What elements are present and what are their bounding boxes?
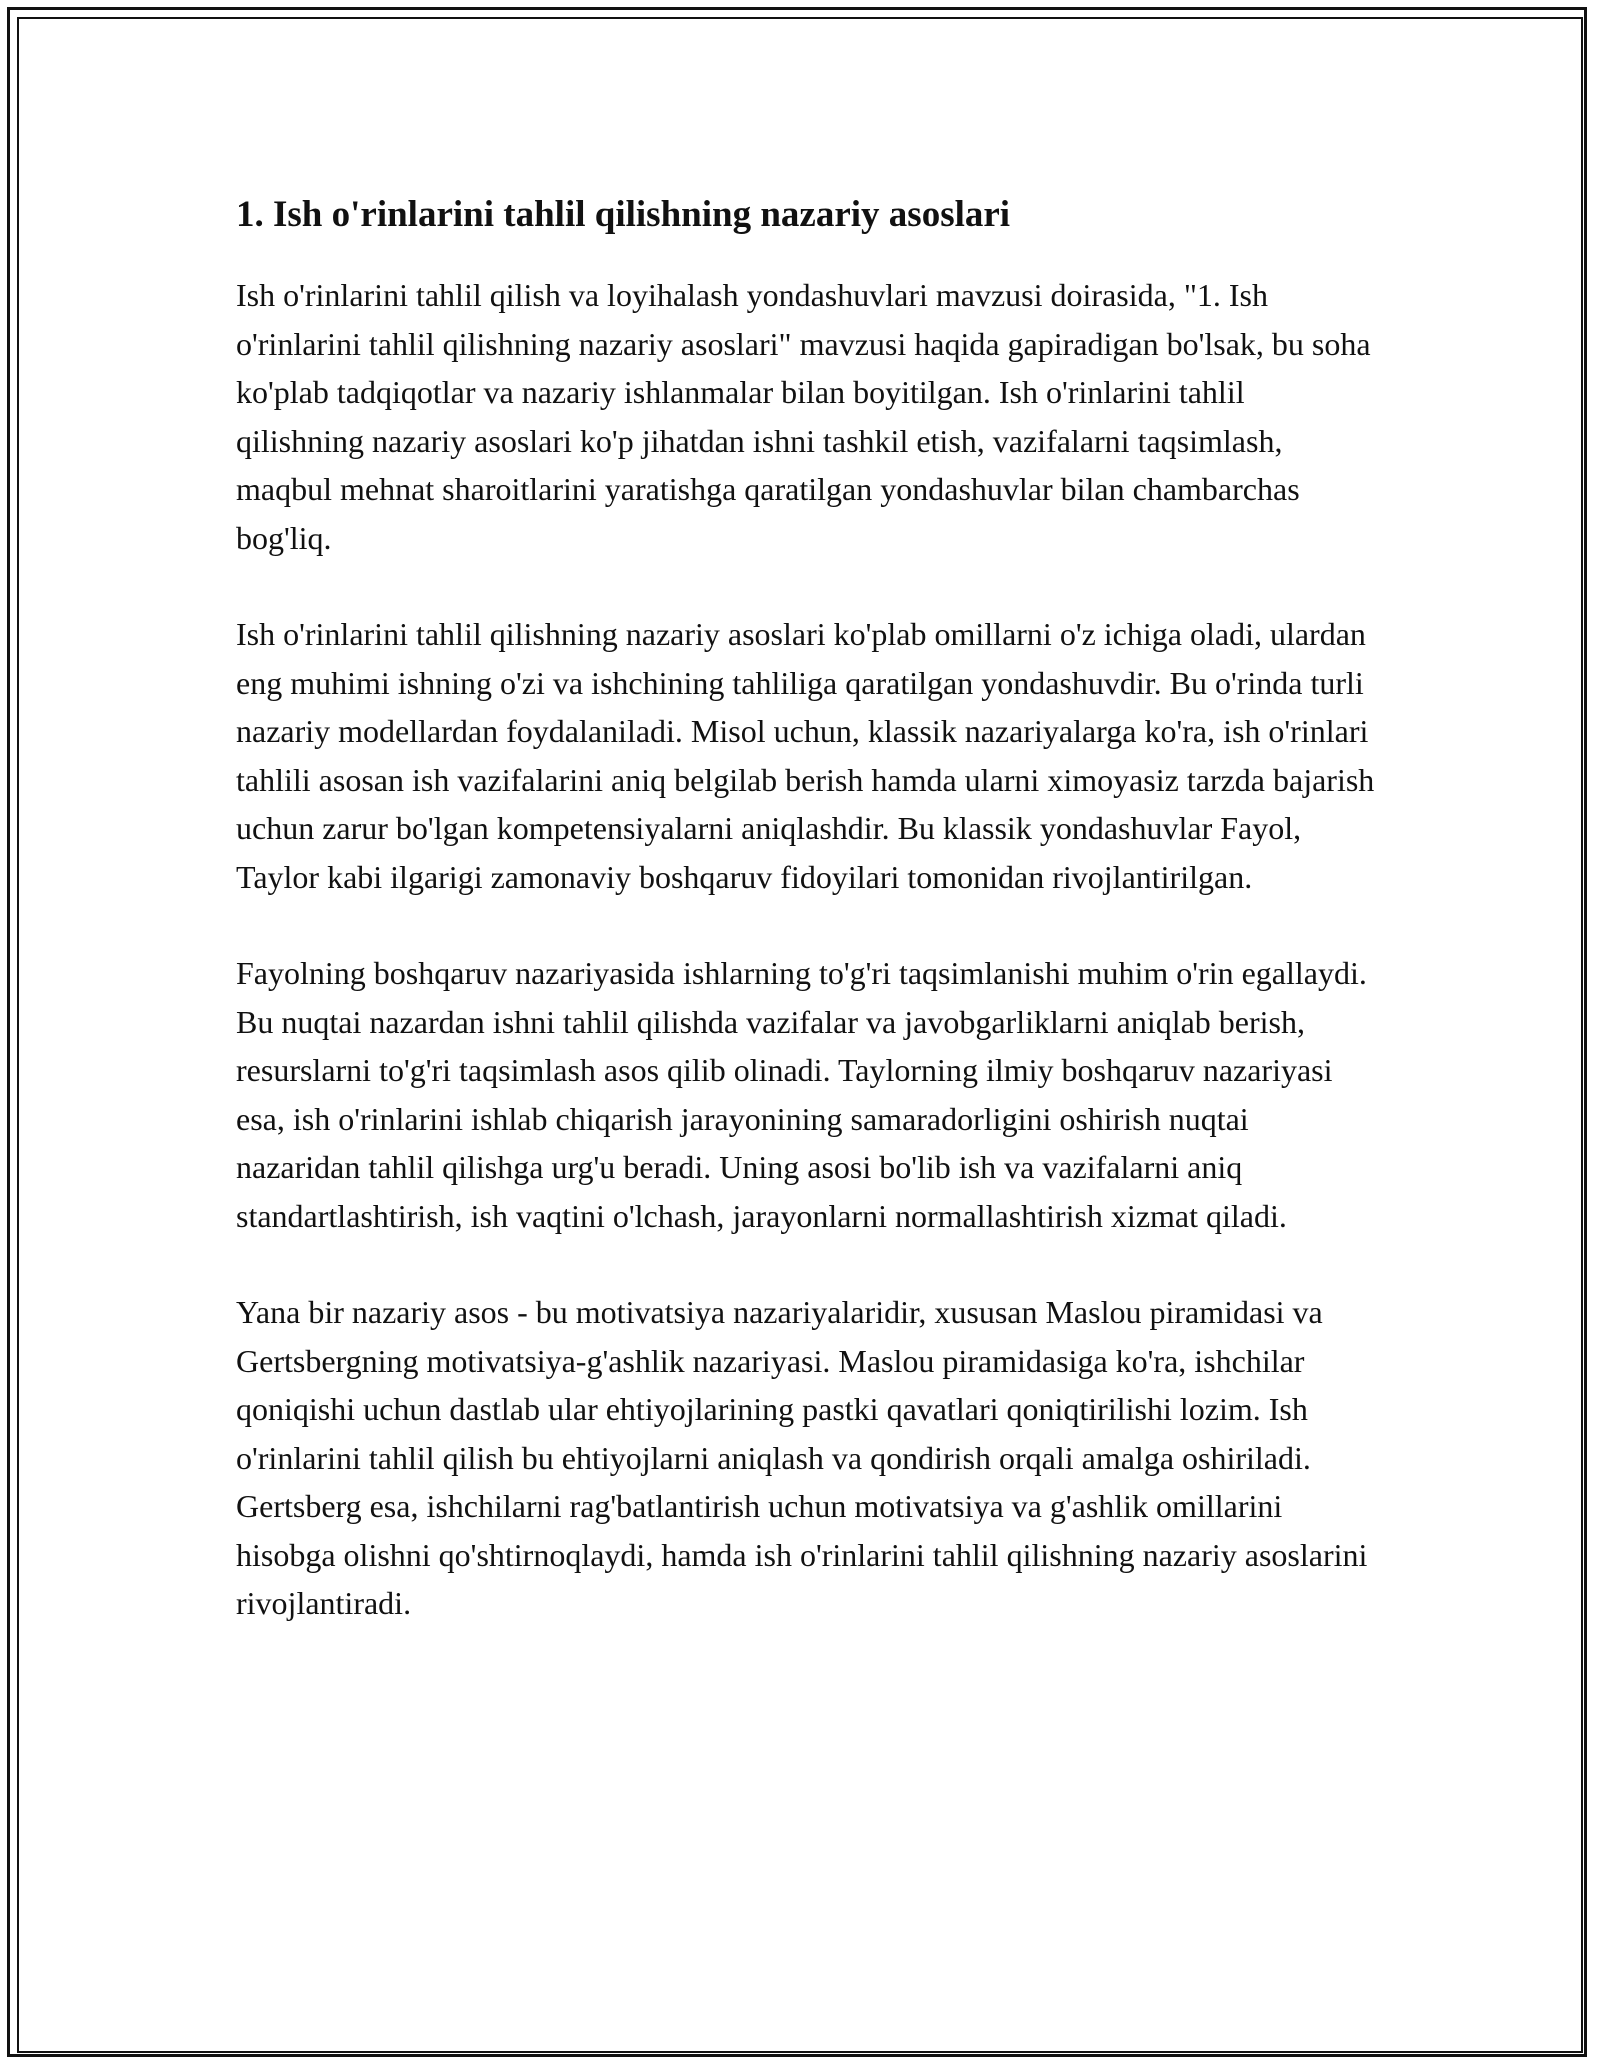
paragraph-1: Ish o'rinlarini tahlil qilish va loyihalash yondashuvlari mavzusi doirasida, "1. Ish o'rinlarini tahlil qilishning nazariy asoslari" mavzusi haqida gapiradigan bo'lsak, bu soha ko'plab tadqiqotlar va nazariy ishlanmalar bilan boyitilgan. Ish o'rinlarini tahlil qilishning nazariy asoslari ko'p jihatdan ishni tashkil etish, vazifalarni taqsimlash, maqbul mehnat sharoitlarini yaratishga qaratilgan yondashuvlar bilan chambarchas bog'liq. [236, 277, 1371, 556]
document-body [236, 185, 1376, 1676]
paragraph-4: Yana bir nazariy asos - bu motivatsiya nazariyalaridir, xususan Maslou piramidasi va Gertsbergning motivatsiya-g'ashlik nazariyasi. Maslou piramidasiga ko'ra, ishchilar qoniqishi uchun dastlab ular ehtiyojlarining pastki qavatlari qoniqtirilishi lozim. Ish o'rinlarini tahlil qilish bu ehtiyojlarni aniqlash va qondirish orqali amalga oshiriladi. Gertsberg esa, ishchilarni rag'batlantirish uchun motivatsiya va g'ashlik omillarini hisobga olishni qo'shtirnoqlaydi, hamda ish o'rinlarini tahlil qilishning nazariy asoslarini rivojlantiradi. [236, 1294, 1368, 1621]
section-heading: 1. Ish o'rinlarini tahlil qilishning nazariy asoslari [236, 194, 1011, 235]
paragraph-2: Ish o'rinlarini tahlil qilishning nazariy asoslari ko'plab omillarni o'z ichiga oladi, ulardan eng muhimi ishning o'zi va ishchining tahliliga qaratilgan yondashuvdir. Bu o'rinda turli nazariy modellardan foydalaniladi. Misol uchun, klassik nazariyalarga ko'ra, ish o'rinlari tahlili asosan ish vazifalarini aniq belgilab berish hamda ularni ximoyasiz tarzda bajarish uchun zarur bo'lgan kompetensiyalarni aniqlashdir. Bu klassik yondashuvlar Fayol, Taylor kabi ilgarigi zamonaviy boshqaruv fidoyilari tomonidan rivojlantirilgan. [236, 616, 1375, 895]
paragraph-3: Fayolning boshqaruv nazariyasida ishlarning to'g'ri taqsimlanishi muhim o'rin egallaydi. Bu nuqtai nazardan ishni tahlil qilishda vazifalar va javobgarliklarni aniqlab berish, resurslarni to'g'ri taqsimlash asos qilib olinadi. Taylorning ilmiy boshqaruv nazariyasi esa, ish o'rinlarini ishlab chiqarish jarayonining samaradorligini oshirish nuqtai nazaridan tahlil qilishga urg'u beradi. Uning asosi bo'lib ish va vazifalarni aniq standartlashtirish, ish vaqtini o'lchash, jarayonlarni normallashtirish xizmat qiladi. [236, 955, 1367, 1234]
